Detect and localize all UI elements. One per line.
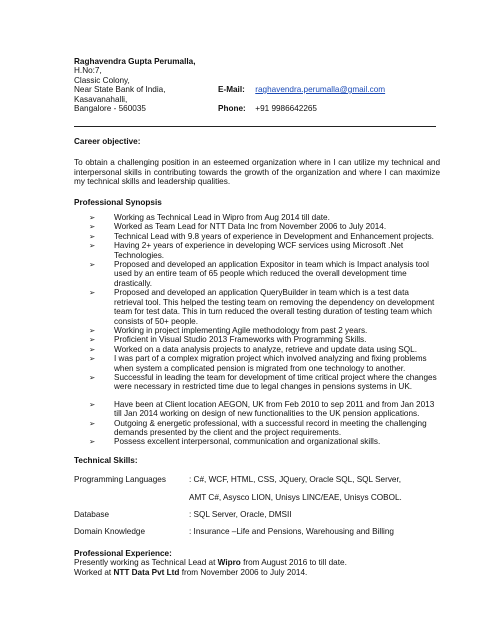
- list-item: ➢ Have been at Client location AEGON, UK from Feb 2010 to sep 2011 and from Jan 2013 till Jan 2014 working on design of new functionalities to the UK pension applications.: [89, 399, 435, 419]
- list-item: ➢ Worked as Team Lead for NTT Data Inc from November 2006 to July 2014.: [89, 222, 387, 232]
- arrow-bullet-icon: ➢: [89, 260, 96, 270]
- company-name: NTT Data Pvt Ltd: [113, 567, 180, 577]
- address-line: Classic Colony,: [74, 75, 130, 85]
- address-line: Near State Bank of India,: [74, 85, 166, 95]
- arrow-bullet-icon: ➢: [89, 354, 96, 364]
- arrow-bullet-icon: ➢: [89, 372, 96, 382]
- skills-table: [74, 475, 402, 545]
- phone-row: [218, 104, 438, 113]
- email-label: E-Mail:: [218, 85, 245, 94]
- spacer-row: [218, 94, 438, 103]
- skill-value: : Insurance –Life and Pensions, Warehousing and Billing: [189, 527, 394, 537]
- list-item: ➢ Worked on a data analysis projects to analyze, retrieve and update data using SQL.: [89, 344, 417, 354]
- experience-block: [74, 558, 440, 577]
- table-row: [74, 510, 402, 527]
- list-item: ➢ Proposed and developed an application Expositor in team which is Impact analysis tool used by an entire team of 65 people which reduced the overall development time drastically.: [89, 260, 429, 288]
- address-line: H.No:7,: [74, 66, 102, 76]
- list-item: ➢ Working as Technical Lead in Wipro from Aug 2014 till date.: [89, 213, 330, 223]
- email-row: [218, 85, 438, 94]
- experience-line: Presently working as Technical Lead at Wipro from August 2016 to till date.: [74, 558, 347, 568]
- arrow-bullet-icon: ➢: [89, 437, 96, 447]
- email-link[interactable]: raghavendra.perumalla@gmail.com: [255, 85, 386, 94]
- arrow-bullet-icon: ➢: [89, 399, 96, 409]
- address-line: Kasavanahalli,: [74, 94, 128, 104]
- experience-line: Worked at NTT Data Pvt Ltd from November 2006 to July 2014.: [74, 567, 308, 577]
- arrow-bullet-icon: ➢: [89, 288, 96, 298]
- list-item: ➢ Outgoing & energetic professional, with a successful record in meeting the challenging demands presented by the client and the project requirements.: [89, 418, 427, 437]
- candidate-name: Raghavendra Gupta Perumalla,: [74, 57, 196, 66]
- list-item: ➢ Working in project implementing Agile methodology from past 2 years.: [89, 325, 368, 335]
- list-item: ➢ Proposed and developed an application QueryBuilder in team which is a test data retrieval tool. This helped the testing team on removing the dependency on development team for test data. This in turn reduced the overall testing duration of testing team which consists of 50+ people.: [89, 288, 435, 326]
- list-item: ➢ Proficient in Visual Studio 2013 Frameworks with Programming Skills.: [89, 335, 367, 345]
- skill-label: Domain Knowledge: [74, 527, 146, 537]
- table-row: [74, 475, 402, 492]
- arrow-bullet-icon: ➢: [89, 213, 96, 223]
- skill-value: AMT C#, Asysco LION, Unisys LINC/EAE, Unisys COBOL.: [189, 492, 402, 502]
- company-name: Wipro: [217, 558, 241, 568]
- skill-label: Database: [74, 510, 110, 519]
- skill-value: : C#, WCF, HTML, CSS, JQuery, Oracle SQL, SQL Server,: [189, 475, 402, 485]
- table-row: [74, 493, 402, 510]
- resume-body: [74, 137, 440, 577]
- list-item: ➢ Having 2+ years of experience in developing WCF services using Microsoft .Net Technologies.: [89, 241, 404, 260]
- synopsis-heading: Professional Synopsis: [74, 197, 162, 207]
- arrow-bullet-icon: ➢: [89, 335, 96, 345]
- table-row: [74, 527, 402, 544]
- objective-text: To obtain a challenging position in an esteemed organization where in I can utilize my technical and interpersonal skills in contributing towards the growth of the organization and where I can maximize my technical skills and leadership qualities.: [74, 158, 440, 187]
- arrow-bullet-icon: ➢: [89, 344, 96, 354]
- arrow-bullet-icon: ➢: [89, 231, 96, 241]
- skill-label: Programming Languages: [74, 475, 166, 485]
- address-block: [74, 57, 224, 113]
- header-divider: [74, 126, 436, 127]
- arrow-bullet-icon: ➢: [89, 241, 96, 251]
- list-item: ➢ Possess excellent interpersonal, communication and organizational skills.: [89, 437, 381, 447]
- phone-label: Phone:: [218, 103, 246, 113]
- list-item: ➢ I was part of a complex migration project which involved analyzing and fixing problems when system a complicated pension is migrated from one technology to another.: [89, 354, 427, 373]
- arrow-bullet-icon: ➢: [89, 222, 96, 232]
- synopsis-list: [74, 213, 440, 447]
- contact-block: [218, 85, 438, 113]
- arrow-bullet-icon: ➢: [89, 325, 96, 335]
- skill-value: : SQL Server, Oracle, DMSII: [189, 510, 292, 519]
- list-item: ➢ Technical Lead with 9.8 years of experience in Development and Enhancement projects.: [89, 231, 434, 241]
- arrow-bullet-icon: ➢: [89, 418, 96, 428]
- address-line: Bangalore - 560035: [74, 104, 146, 114]
- objective-heading: Career objective:: [74, 137, 141, 146]
- list-item: ➢ Successful in leading the team for development of time critical project where the changes were necessary in restricted time due to legal changes in pensions systems in UK.: [89, 372, 437, 392]
- skill-label: [74, 493, 189, 510]
- skills-heading: Technical Skills:: [74, 455, 138, 465]
- phone-value: +91 9986642265: [255, 103, 317, 113]
- experience-heading: Professional Experience:: [74, 548, 172, 558]
